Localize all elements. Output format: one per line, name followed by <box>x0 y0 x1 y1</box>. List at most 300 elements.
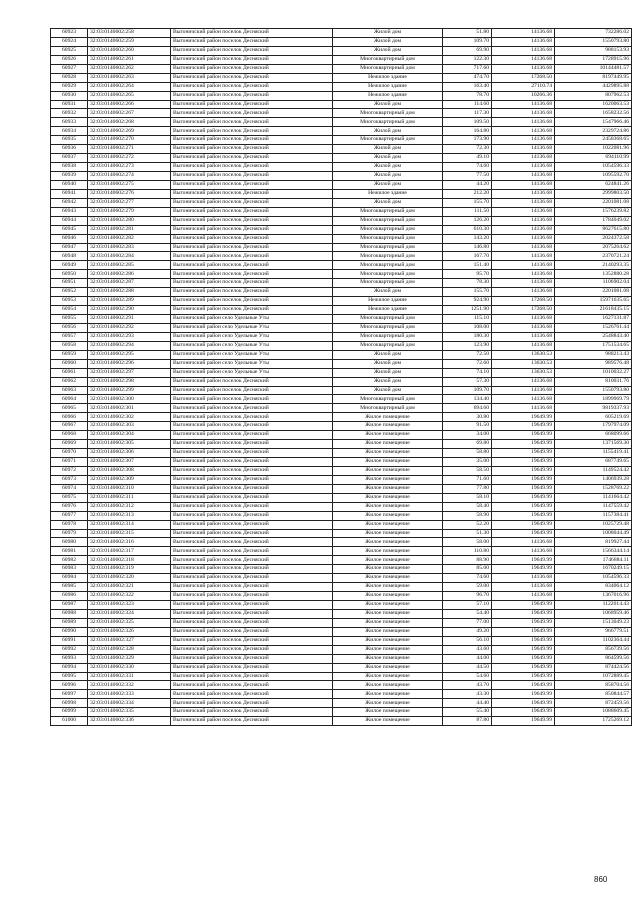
cadastral-number-cell: 32:03:0140602:334 <box>88 699 171 708</box>
address-cell: Выгоничский район поселок Десняский <box>171 708 333 717</box>
cadastral-number-cell: 32:03:0140602:259 <box>88 37 171 46</box>
area-cell: 58.50 <box>443 466 492 475</box>
cadastral-number-cell: 32:03:0140602:308 <box>88 466 171 475</box>
cadastral-number-cell: 32:03:0140602:301 <box>88 404 171 413</box>
specific-value-cell: 19649.99 <box>492 654 555 663</box>
address-cell: Выгоничский район село Удельные Уты <box>171 359 333 368</box>
cadastral-number-cell: 32:03:0140602:296 <box>88 359 171 368</box>
cadastral-number-cell: 32:03:0140602:320 <box>88 574 171 583</box>
row-number-cell: 60928 <box>51 73 88 82</box>
table-row <box>51 627 632 636</box>
address-cell: Выгоничский район поселок Десняский <box>171 583 333 592</box>
table-row <box>51 73 632 82</box>
row-number-cell: 60984 <box>51 574 88 583</box>
address-cell: Выгоничский район поселок Десняский <box>171 556 333 565</box>
area-cell: 146.80 <box>443 243 492 252</box>
specific-value-cell: 19649.99 <box>492 681 555 690</box>
cadastral-number-cell: 32:03:0140602:264 <box>88 82 171 91</box>
address-cell: Выгоничский район поселок Десняский <box>171 288 333 297</box>
specific-value-cell: 19649.99 <box>492 699 555 708</box>
cadastral-value-cell: 1088609.45 <box>555 708 632 717</box>
object-type-cell: Жилой дом <box>333 198 443 207</box>
area-cell: 111.50 <box>443 207 492 216</box>
cadastral-value-cell: 1725269.12 <box>555 717 632 726</box>
object-type-cell: Жилой дом <box>333 37 443 46</box>
area-cell: 56.10 <box>443 636 492 645</box>
cadastral-value-cell: 1658232.56 <box>555 109 632 118</box>
row-number-cell: 60982 <box>51 556 88 565</box>
specific-value-cell: 14136.68 <box>492 583 555 592</box>
area-cell: 74.10 <box>443 368 492 377</box>
address-cell: Выгоничский район поселок Десняский <box>171 431 333 440</box>
cadastral-value-cell: 10144481.57 <box>555 64 632 73</box>
area-cell: 44.40 <box>443 699 492 708</box>
area-cell: 180.30 <box>443 332 492 341</box>
area-cell: 109.70 <box>443 37 492 46</box>
area-cell: 474.70 <box>443 73 492 82</box>
object-type-cell: Жилое помещение <box>333 431 443 440</box>
cadastral-value-cell: 2329724.86 <box>555 127 632 136</box>
cadastral-value-cell: 874424.56 <box>555 663 632 672</box>
table-row <box>51 189 632 198</box>
table-row <box>51 350 632 359</box>
table-row <box>51 154 632 163</box>
cadastral-value-cell: 2140293.35 <box>555 261 632 270</box>
cadastral-value-cell: 1784049.02 <box>555 216 632 225</box>
table-row <box>51 100 632 109</box>
area-cell: 77.80 <box>443 484 492 493</box>
address-cell: Выгоничский район поселок Десняский <box>171 243 333 252</box>
row-number-cell: 60989 <box>51 618 88 627</box>
specific-value-cell: 19649.99 <box>492 449 555 458</box>
specific-value-cell: 14136.68 <box>492 109 555 118</box>
cadastral-number-cell: 32:03:0140602:319 <box>88 565 171 574</box>
table-row <box>51 475 632 484</box>
table-row <box>51 377 632 386</box>
table-row <box>51 297 632 306</box>
object-type-cell: Многоквартирный дом <box>333 118 443 127</box>
area-cell: 49.20 <box>443 627 492 636</box>
specific-value-cell: 19649.99 <box>492 565 555 574</box>
specific-value-cell: 19649.99 <box>492 422 555 431</box>
address-cell: Выгоничский район поселок Десняский <box>171 609 333 618</box>
cadastral-number-cell: 32:03:0140602:285 <box>88 261 171 270</box>
row-number-cell: 60998 <box>51 699 88 708</box>
area-cell: 117.30 <box>443 109 492 118</box>
specific-value-cell: 14136.68 <box>492 37 555 46</box>
object-type-cell: Жилое помещение <box>333 413 443 422</box>
cadastral-value-cell: 1155419.41 <box>555 449 632 458</box>
cadastral-value-cell: 2201081.08 <box>555 198 632 207</box>
area-cell: 694.60 <box>443 404 492 413</box>
specific-value-cell: 19649.99 <box>492 466 555 475</box>
cadastral-number-cell: 32:03:0140602:303 <box>88 422 171 431</box>
area-cell: 35.00 <box>443 458 492 467</box>
specific-value-cell: 14136.68 <box>492 332 555 341</box>
cadastral-value-cell: 1068959.46 <box>555 609 632 618</box>
cadastral-value-cell: 1025729.48 <box>555 520 632 529</box>
address-cell: Выгоничский район поселок Десняский <box>171 466 333 475</box>
address-cell: Выгоничский район село Удельные Уты <box>171 368 333 377</box>
specific-value-cell: 14136.68 <box>492 46 555 55</box>
object-type-cell: Нежилое здание <box>333 91 443 100</box>
specific-value-cell: 14136.68 <box>492 395 555 404</box>
object-type-cell: Многоквартирный дом <box>333 216 443 225</box>
object-type-cell: Жилое помещение <box>333 681 443 690</box>
address-cell: Выгоничский район поселок Десняский <box>171 475 333 484</box>
cadastral-value-cell: 1122014.43 <box>555 601 632 610</box>
table-row <box>51 493 632 502</box>
address-cell: Выгоничский район поселок Десняский <box>171 601 333 610</box>
specific-value-cell: 14136.68 <box>492 216 555 225</box>
cadastral-value-cell: 605219.69 <box>555 413 632 422</box>
table-row <box>51 529 632 538</box>
table-row <box>51 225 632 234</box>
address-cell: Выгоничский район поселок Десняский <box>171 377 333 386</box>
row-number-cell: 60979 <box>51 529 88 538</box>
cadastral-value-cell: 1367016.96 <box>555 592 632 601</box>
cadastral-value-cell: 819927.44 <box>555 538 632 547</box>
area-cell: 55.40 <box>443 708 492 717</box>
object-type-cell: Жилое помещение <box>333 583 443 592</box>
table-row <box>51 395 632 404</box>
cadastral-number-cell: 32:03:0140602:260 <box>88 46 171 55</box>
cadastral-value-cell: 1106902.04 <box>555 279 632 288</box>
address-cell: Выгоничский район поселок Десняский <box>171 180 333 189</box>
address-cell: Выгоничский район поселок Десняский <box>171 413 333 422</box>
table-row <box>51 386 632 395</box>
area-cell: 123.90 <box>443 341 492 350</box>
table-row <box>51 91 632 100</box>
row-number-cell: 60961 <box>51 368 88 377</box>
area-cell: 72.60 <box>443 359 492 368</box>
row-number-cell: 60980 <box>51 538 88 547</box>
row-number-cell: 60958 <box>51 341 88 350</box>
row-number-cell: 60948 <box>51 252 88 261</box>
area-cell: 30.80 <box>443 413 492 422</box>
address-cell: Выгоничский район поселок Десняский <box>171 279 333 288</box>
area-cell: 77.50 <box>443 172 492 181</box>
row-number-cell: 60992 <box>51 645 88 654</box>
specific-value-cell: 14136.68 <box>492 198 555 207</box>
cadastral-value-cell: 1751534.65 <box>555 341 632 350</box>
area-cell: 74.60 <box>443 574 492 583</box>
object-type-cell: Жилой дом <box>333 368 443 377</box>
area-cell: 167.70 <box>443 252 492 261</box>
cadastral-number-cell: 32:03:0140602:310 <box>88 484 171 493</box>
cadastral-number-cell: 32:03:0140602:324 <box>88 609 171 618</box>
row-number-cell: 60935 <box>51 136 88 145</box>
row-number-cell: 60972 <box>51 466 88 475</box>
cadastral-value-cell: 1670249.15 <box>555 565 632 574</box>
specific-value-cell: 19649.99 <box>492 484 555 493</box>
object-type-cell: Многоквартирный дом <box>333 225 443 234</box>
object-type-cell: Многоквартирный дом <box>333 395 443 404</box>
address-cell: Выгоничский район поселок Десняский <box>171 127 333 136</box>
cadastral-value-cell: 1576239.82 <box>555 207 632 216</box>
cadastral-number-cell: 32:03:0140602:270 <box>88 136 171 145</box>
area-cell: 108.00 <box>443 323 492 332</box>
cadastral-number-cell: 32:03:0140602:290 <box>88 306 171 315</box>
area-cell: 34.00 <box>443 431 492 440</box>
cadastral-number-cell: 32:03:0140602:275 <box>88 180 171 189</box>
specific-value-cell: 14136.68 <box>492 180 555 189</box>
cadastral-number-cell: 32:03:0140602:258 <box>88 29 171 38</box>
table-row <box>51 82 632 91</box>
cadastral-value-cell: 9819337.93 <box>555 404 632 413</box>
row-number-cell: 60943 <box>51 207 88 216</box>
cadastral-value-cell: 668099.66 <box>555 431 632 440</box>
row-number-cell: 60978 <box>51 520 88 529</box>
row-number-cell: 60970 <box>51 449 88 458</box>
specific-value-cell: 14136.68 <box>492 55 555 64</box>
cadastral-value-cell: 2370721.24 <box>555 252 632 261</box>
object-type-cell: Жилое помещение <box>333 654 443 663</box>
object-type-cell: Жилое помещение <box>333 601 443 610</box>
address-cell: Выгоничский район поселок Десняский <box>171 46 333 55</box>
cadastral-value-cell: 8627615.80 <box>555 225 632 234</box>
table-row <box>51 243 632 252</box>
table-row <box>51 163 632 172</box>
address-cell: Выгоничский район поселок Десняский <box>171 198 333 207</box>
address-cell: Выгоничский район поселок Десняский <box>171 440 333 449</box>
cadastral-value-cell: 1566344.14 <box>555 547 632 556</box>
row-number-cell: 60990 <box>51 627 88 636</box>
object-type-cell: Нежилое здание <box>333 297 443 306</box>
table-row <box>51 413 632 422</box>
object-type-cell: Жилое помещение <box>333 520 443 529</box>
table-row <box>51 601 632 610</box>
object-type-cell: Жилой дом <box>333 154 443 163</box>
row-number-cell: 60973 <box>51 475 88 484</box>
row-number-cell: 60931 <box>51 100 88 109</box>
object-type-cell: Жилое помещение <box>333 699 443 708</box>
specific-value-cell: 14136.68 <box>492 225 555 234</box>
cadastral-number-cell: 32:03:0140602:314 <box>88 520 171 529</box>
table-row <box>51 323 632 332</box>
row-number-cell: 61000 <box>51 717 88 726</box>
specific-value-cell: 19649.99 <box>492 708 555 717</box>
area-cell: 59.00 <box>443 583 492 592</box>
cadastral-number-cell: 32:03:0140602:294 <box>88 341 171 350</box>
table-row <box>51 458 632 467</box>
object-type-cell: Многоквартирный дом <box>333 315 443 324</box>
cadastral-number-cell: 32:03:0140602:325 <box>88 618 171 627</box>
address-cell: Выгоничский район поселок Десняский <box>171 154 333 163</box>
cadastral-number-cell: 32:03:0140602:331 <box>88 672 171 681</box>
table-row <box>51 654 632 663</box>
cadastral-number-cell: 32:03:0140602:277 <box>88 198 171 207</box>
address-cell: Выгоничский район поселок Десняский <box>171 520 333 529</box>
cadastral-value-cell: 2458368.65 <box>555 136 632 145</box>
address-cell: Выгоничский район село Удельные Уты <box>171 350 333 359</box>
row-number-cell: 60991 <box>51 636 88 645</box>
address-cell: Выгоничский район село Удельные Уты <box>171 323 333 332</box>
specific-value-cell: 14136.68 <box>492 341 555 350</box>
row-number-cell: 60956 <box>51 323 88 332</box>
address-cell: Выгоничский район поселок Десняский <box>171 672 333 681</box>
row-number-cell: 60930 <box>51 91 88 100</box>
object-type-cell: Жилое помещение <box>333 556 443 565</box>
table-row <box>51 37 632 46</box>
cadastral-number-cell: 32:03:0140602:289 <box>88 297 171 306</box>
row-number-cell: 60951 <box>51 279 88 288</box>
table-row <box>51 118 632 127</box>
row-number-cell: 60941 <box>51 189 88 198</box>
table-row <box>51 538 632 547</box>
table-row <box>51 484 632 493</box>
cadastral-value-cell: 1352880.28 <box>555 270 632 279</box>
object-type-cell: Жилое помещение <box>333 484 443 493</box>
object-type-cell: Жилой дом <box>333 145 443 154</box>
cadastral-number-cell: 32:03:0140602:268 <box>88 118 171 127</box>
cadastral-number-cell: 32:03:0140602:295 <box>88 350 171 359</box>
cadastral-value-cell: 1157384.41 <box>555 511 632 520</box>
object-type-cell: Жилое помещение <box>333 645 443 654</box>
table-row <box>51 288 632 297</box>
cadastral-value-cell: 989576.48 <box>555 359 632 368</box>
area-cell: 155.70 <box>443 198 492 207</box>
cadastral-value-cell: 1899969.79 <box>555 395 632 404</box>
area-cell: 44.00 <box>443 654 492 663</box>
cadastral-value-cell: 1797974.09 <box>555 422 632 431</box>
object-type-cell: Многоквартирный дом <box>333 261 443 270</box>
specific-value-cell: 14136.68 <box>492 252 555 261</box>
specific-value-cell: 14136.68 <box>492 100 555 109</box>
row-number-cell: 60955 <box>51 315 88 324</box>
row-number-cell: 60967 <box>51 422 88 431</box>
cadastral-value-cell: 2024372.58 <box>555 234 632 243</box>
specific-value-cell: 19649.99 <box>492 663 555 672</box>
specific-value-cell: 14136.68 <box>492 323 555 332</box>
object-type-cell: Жилое помещение <box>333 529 443 538</box>
cadastral-number-cell: 32:03:0140602:284 <box>88 252 171 261</box>
cadastral-number-cell: 32:03:0140602:283 <box>88 243 171 252</box>
address-cell: Выгоничский район поселок Десняский <box>171 118 333 127</box>
table-row <box>51 127 632 136</box>
cadastral-value-cell: 732286.02 <box>555 29 632 38</box>
table-row <box>51 315 632 324</box>
cadastral-value-cell: 1513049.23 <box>555 618 632 627</box>
address-cell: Выгоничский район поселок Десняский <box>171 109 333 118</box>
cadastral-number-cell: 32:03:0140602:311 <box>88 493 171 502</box>
row-number-cell: 60950 <box>51 270 88 279</box>
object-type-cell: Нежилое здание <box>333 306 443 315</box>
row-number-cell: 60986 <box>51 592 88 601</box>
area-cell: 610.30 <box>443 225 492 234</box>
cadastral-number-cell: 32:03:0140602:302 <box>88 413 171 422</box>
row-number-cell: 60969 <box>51 440 88 449</box>
table-row <box>51 663 632 672</box>
cadastral-value-cell: 1627131.87 <box>555 315 632 324</box>
specific-value-cell: 14136.68 <box>492 207 555 216</box>
table-row <box>51 341 632 350</box>
area-cell: 57.30 <box>443 377 492 386</box>
area-cell: 44.20 <box>443 180 492 189</box>
row-number-cell: 60954 <box>51 306 88 315</box>
cadastral-value-cell: 1371569.30 <box>555 440 632 449</box>
table-row <box>51 520 632 529</box>
object-type-cell: Жилой дом <box>333 172 443 181</box>
cadastral-number-cell: 32:03:0140602:330 <box>88 663 171 672</box>
object-type-cell: Нежилое здание <box>333 73 443 82</box>
area-cell: 58.80 <box>443 449 492 458</box>
specific-value-cell: 19649.99 <box>492 627 555 636</box>
object-type-cell: Многоквартирный дом <box>333 323 443 332</box>
row-number-cell: 60942 <box>51 198 88 207</box>
cadastral-value-cell: 1406939.28 <box>555 475 632 484</box>
object-type-cell: Многоквартирный дом <box>333 234 443 243</box>
object-type-cell: Многоквартирный дом <box>333 332 443 341</box>
address-cell: Выгоничский район поселок Десняский <box>171 529 333 538</box>
cadastral-value-cell: 2548843.40 <box>555 332 632 341</box>
cadastral-number-cell: 32:03:0140602:335 <box>88 708 171 717</box>
object-type-cell: Жилой дом <box>333 163 443 172</box>
object-type-cell: Многоквартирный дом <box>333 243 443 252</box>
area-cell: 173.90 <box>443 136 492 145</box>
specific-value-cell: 14136.68 <box>492 136 555 145</box>
specific-value-cell: 14136.68 <box>492 270 555 279</box>
area-cell: 1251.90 <box>443 306 492 315</box>
cadastral-number-cell: 32:03:0140602:282 <box>88 234 171 243</box>
cadastral-value-cell: 988153.93 <box>555 46 632 55</box>
object-type-cell: Нежилое здание <box>333 82 443 91</box>
area-cell: 43.70 <box>443 681 492 690</box>
table-row <box>51 574 632 583</box>
area-cell: 58.90 <box>443 511 492 520</box>
row-number-cell: 60947 <box>51 243 88 252</box>
specific-value-cell: 19649.99 <box>492 672 555 681</box>
table-row <box>51 109 632 118</box>
cadastral-number-cell: 32:03:0140602:279 <box>88 207 171 216</box>
area-cell: 143.20 <box>443 234 492 243</box>
area-cell: 57.10 <box>443 601 492 610</box>
address-cell: Выгоничский район поселок Десняский <box>171 261 333 270</box>
table-row <box>51 449 632 458</box>
cadastral-value-cell: 1072889.45 <box>555 672 632 681</box>
address-cell: Выгоничский район поселок Десняский <box>171 100 333 109</box>
cadastral-value-cell: 1620063.53 <box>555 100 632 109</box>
object-type-cell: Многоквартирный дом <box>333 207 443 216</box>
cadastral-number-cell: 32:03:0140602:286 <box>88 270 171 279</box>
object-type-cell: Жилое помещение <box>333 511 443 520</box>
object-type-cell: Жилое помещение <box>333 592 443 601</box>
specific-value-cell: 19649.99 <box>492 502 555 511</box>
table-row <box>51 207 632 216</box>
specific-value-cell: 19649.99 <box>492 690 555 699</box>
address-cell: Выгоничский район поселок Десняский <box>171 645 333 654</box>
specific-value-cell: 17268.50 <box>492 297 555 306</box>
cadastral-number-cell: 32:03:0140602:332 <box>88 681 171 690</box>
table-row <box>51 609 632 618</box>
specific-value-cell: 14136.68 <box>492 404 555 413</box>
area-cell: 54.60 <box>443 672 492 681</box>
specific-value-cell: 13630.53 <box>492 350 555 359</box>
specific-value-cell: 14136.68 <box>492 386 555 395</box>
area-cell: 924.90 <box>443 297 492 306</box>
table-row <box>51 466 632 475</box>
address-cell: Выгоничский район поселок Десняский <box>171 252 333 261</box>
cadastral-number-cell: 32:03:0140602:272 <box>88 154 171 163</box>
row-number-cell: 60974 <box>51 484 88 493</box>
table-row <box>51 547 632 556</box>
object-type-cell: Жилой дом <box>333 288 443 297</box>
specific-value-cell: 19649.99 <box>492 475 555 484</box>
cadastral-number-cell: 32:03:0140602:326 <box>88 627 171 636</box>
cadastral-number-cell: 32:03:0140602:288 <box>88 288 171 297</box>
cadastral-number-cell: 32:03:0140602:262 <box>88 64 171 73</box>
row-number-cell: 60933 <box>51 118 88 127</box>
